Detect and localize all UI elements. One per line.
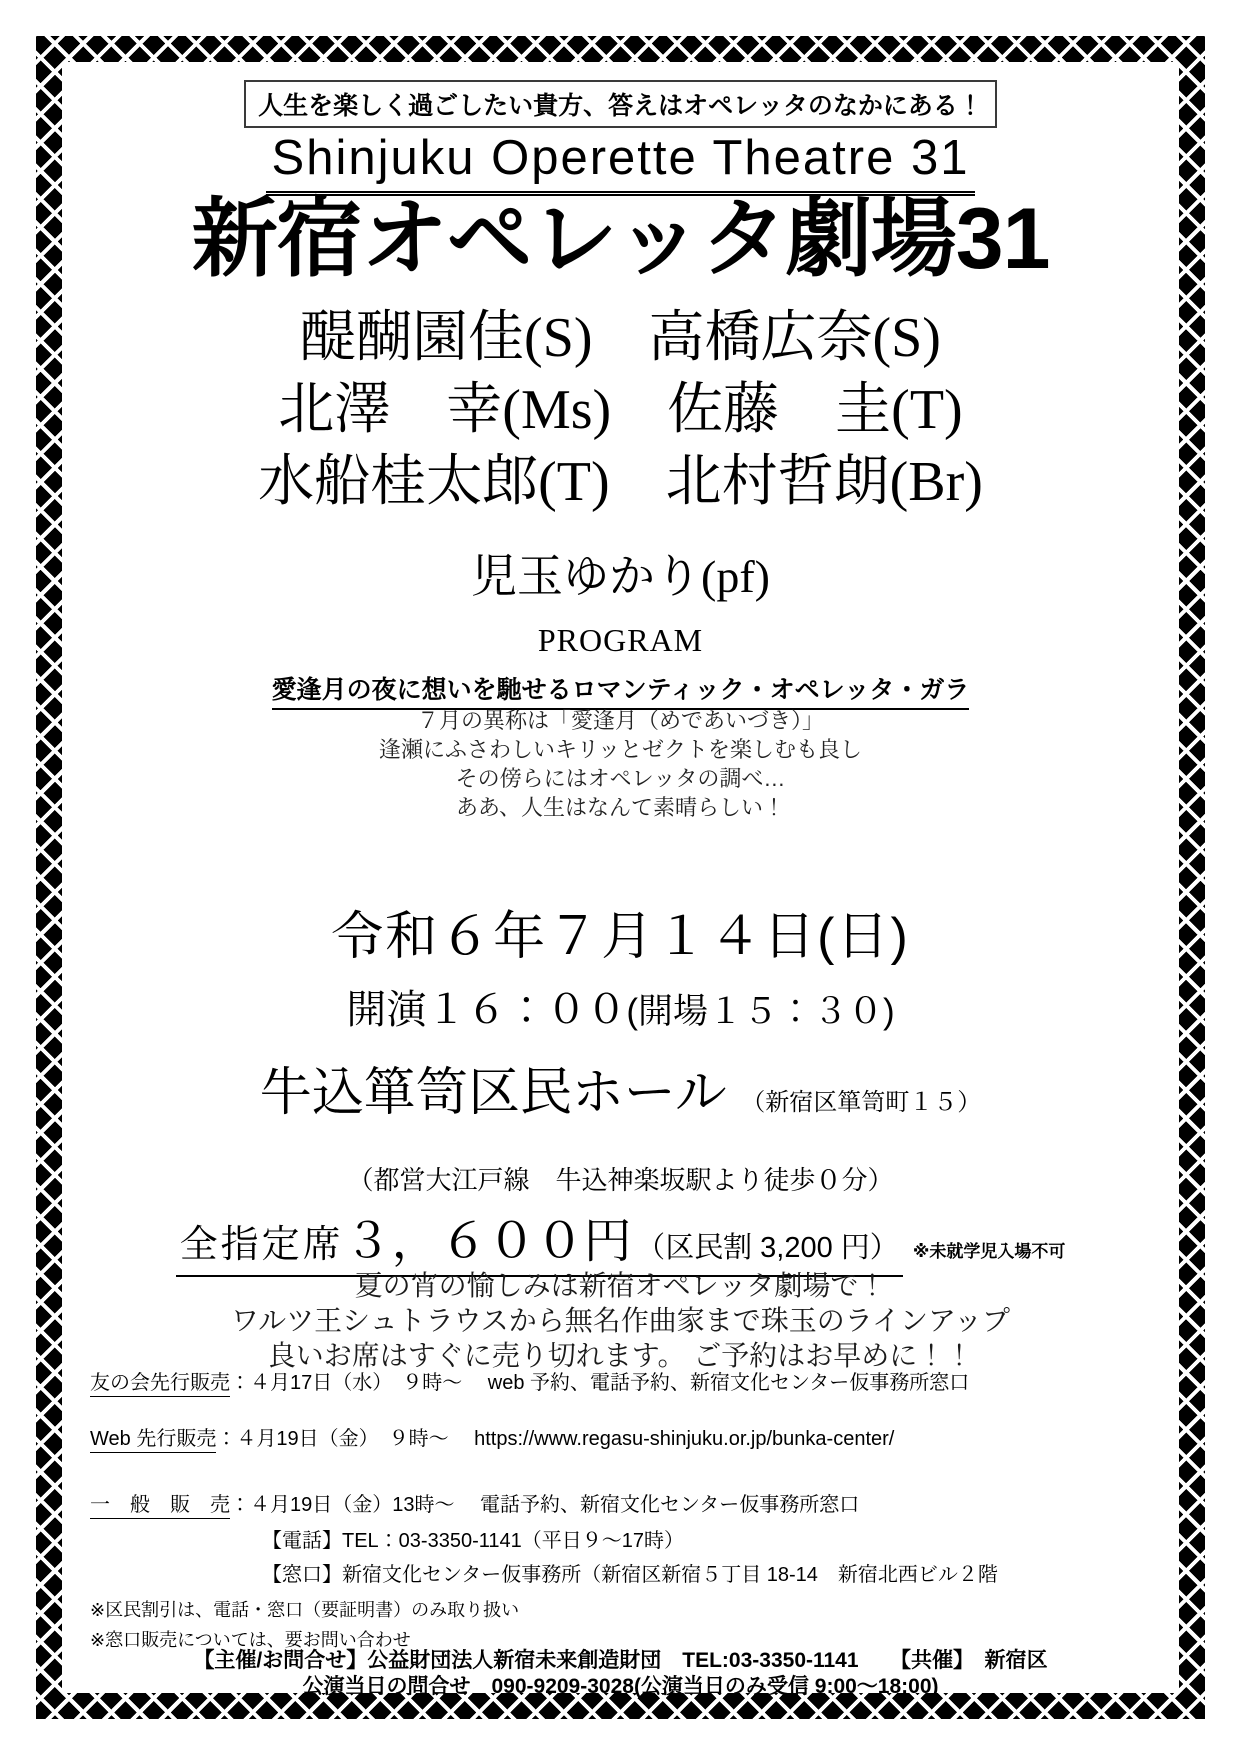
day-contact-line: 公演当日の問合せ 090-9209-3028(公演当日のみ受信 9:00～18:00)	[302, 1675, 939, 1698]
resident-discount: （区民割 3,200 円）	[636, 1232, 899, 1264]
title-english	[62, 130, 1179, 196]
promo-line-3: 良いお席はすぐに売り切れます。 ご予約はお早めに！！	[267, 1340, 974, 1371]
sale-label-members: 友の会先行販売	[90, 1366, 230, 1397]
promo-line-2: ワルツ王シュトラウスから無名作曲家まで珠玉のラインアップ	[231, 1305, 1010, 1336]
program-line-3: その傍らにはオペレッタの調べ…	[455, 766, 786, 791]
flyer-content	[62, 62, 1179, 1698]
program-line-1: ７月の異称は「愛逢月（めであいづき）」	[416, 708, 824, 733]
ticket-price: ３，６００円	[343, 1215, 632, 1268]
slogan-box: 人生を楽しく過ごしたい貴方、答えはオペレッタのなかにある！	[244, 80, 997, 128]
venue-address: （新宿区箪笥町１５）	[741, 1089, 982, 1116]
phone-contact-line: 【電話】TEL：03-3350-1141（平日９～17時）	[262, 1530, 684, 1552]
ticket-price-underlined	[176, 1202, 903, 1277]
window-contact-line: 【窓口】新宿文化センター仮事務所（新宿区新宿５丁目 18-14 新宿北西ビル２階	[262, 1564, 998, 1586]
performer-list	[62, 302, 1179, 518]
seat-type-label: 全指定席	[179, 1224, 344, 1266]
venue-name: 牛込箪笥区民ホール	[259, 1064, 727, 1122]
sale-row-members	[62, 1366, 1179, 1397]
diamond-border	[36, 36, 1205, 1719]
event-time-doors: (開場１５：３０)	[626, 992, 895, 1031]
ticket-price-row	[62, 1202, 1179, 1277]
promo-text	[62, 1268, 1179, 1373]
title-japanese: 新宿オペレッタ劇場31	[191, 191, 1050, 287]
performer-line-1: 醍醐園佳(S) 高橋広奈(S)	[300, 307, 941, 369]
event-time-main: 開演１６：００	[346, 988, 627, 1032]
program-line-4: ああ、人生はなんて素晴らしい！	[455, 795, 786, 820]
slogan-row	[62, 80, 1179, 128]
event-date: 令和６年７月１４日(日)	[331, 908, 910, 966]
discount-note: ※区民割引は、電話・窓口（要証明書）のみ取り扱い	[90, 1600, 520, 1620]
sale-detail-members: ：４月17日（水） ９時～ web 予約、電話予約、新宿文化センター仮事務所窓口	[230, 1372, 970, 1394]
program-title-text: 愛逢月の夜に想いを馳せるロマンティック・オペレッタ・ガラ	[272, 670, 970, 710]
sale-label-web: Web 先行販売	[90, 1422, 216, 1453]
pianist-line: 児玉ゆかり(pf)	[471, 551, 770, 602]
window-sales-note: ※窓口販売については、要お問い合わせ	[90, 1630, 411, 1650]
performer-line-3: 水船桂太郎(T) 北村哲朗(Br)	[258, 451, 983, 513]
program-heading: PROGRAM	[537, 622, 704, 658]
organizer-line: 【主催/お問合せ】公益財団法人新宿未来創造財団 TEL:03-3350-1141 【共催】 新宿区	[193, 1649, 1048, 1672]
program-line-2: 逢瀬にふさわしいキリッとゼクトを楽しむも良し	[378, 737, 863, 762]
program-description	[62, 706, 1179, 822]
sale-detail-web: ：４月19日（金） ９時～ https://www.regasu-shinjuku.or.jp/bunka-center/	[216, 1428, 895, 1450]
title-english-text: Shinjuku Operette Theatre 31	[266, 130, 976, 196]
program-title	[62, 670, 1179, 710]
sale-detail-general: ：４月19日（金）13時～ 電話予約、新宿文化センター仮事務所窓口	[230, 1494, 860, 1516]
sale-label-general: 一 般 販 売	[90, 1488, 230, 1519]
sale-row-web	[62, 1422, 1179, 1453]
venue-row	[62, 1050, 1179, 1125]
event-time	[62, 978, 1179, 1035]
preschool-note: ※未就学児入場不可	[912, 1242, 1066, 1261]
promo-line-1: 夏の宵の愉しみは新宿オペレッタ劇場で！	[354, 1270, 887, 1301]
access-line: （都営大江戸線 牛込神楽坂駅より徒歩０分）	[347, 1165, 894, 1195]
sale-row-general	[62, 1488, 1179, 1519]
performer-line-2: 北澤 幸(Ms) 佐藤 圭(T)	[278, 379, 963, 441]
